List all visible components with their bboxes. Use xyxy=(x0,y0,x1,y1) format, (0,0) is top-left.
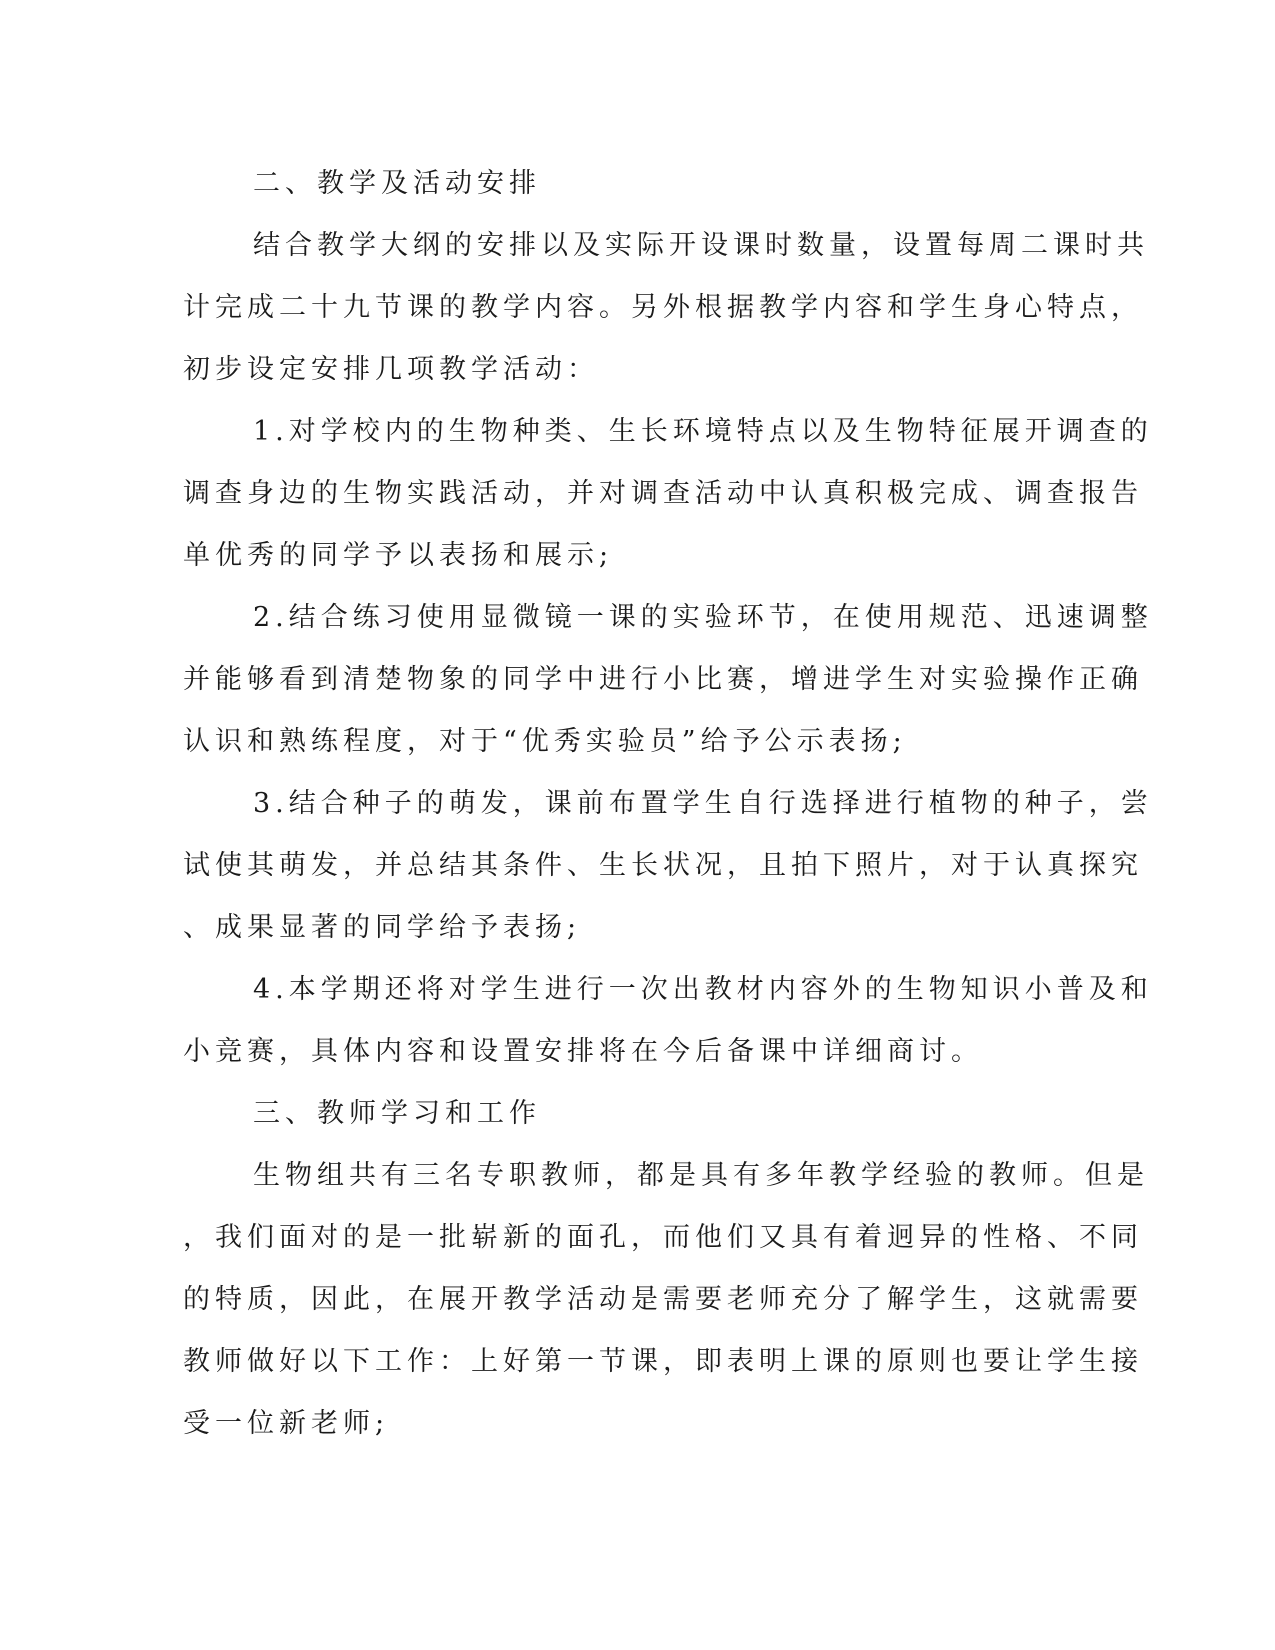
paragraph-line: 小竞赛，具体内容和设置安排将在今后备课中详细商讨。 xyxy=(183,1036,983,1067)
paragraph-teachers xyxy=(183,1156,1149,1466)
paragraph-line: 认识和熟练程度，对于“优秀实验员”给予公示表扬; xyxy=(183,726,907,757)
paragraph-line: 单优秀的同学予以表扬和展示; xyxy=(183,540,614,571)
paragraph-line: 4.本学期还将对学生进行一次出教材内容外的生物知识小普及和 xyxy=(253,974,1153,1005)
paragraph-line: ，我们面对的是一批崭新的面孔，而他们又具有着迥异的性格、不同 xyxy=(183,1222,1143,1253)
paragraph-line: 的特质，因此，在展开教学活动是需要老师充分了解学生，这就需要 xyxy=(183,1284,1143,1315)
paragraph-line: 1.对学校内的生物种类、生长环境特点以及生物特征展开调查的 xyxy=(253,416,1153,447)
paragraph-line: 生物组共有三名专职教师，都是具有多年教学经验的教师。但是 xyxy=(253,1160,1149,1191)
paragraph-line: 调查身边的生物实践活动，并对调查活动中认真积极完成、调查报告 xyxy=(183,478,1143,509)
paragraph-line: 试使其萌发，并总结其条件、生长状况，且拍下照片，对于认真探究 xyxy=(183,850,1143,881)
section-heading-activities: 二、教学及活动安排 xyxy=(253,168,541,199)
paragraph-line: 3.结合种子的萌发，课前布置学生自行选择进行植物的种子，尝 xyxy=(253,788,1153,819)
document-body xyxy=(183,164,1153,1466)
paragraph-intro xyxy=(183,226,1149,412)
activity-item-4 xyxy=(183,970,1153,1094)
paragraph-line: 计完成二十九节课的教学内容。另外根据教学内容和学生身心特点， xyxy=(183,292,1143,323)
paragraph-line: 并能够看到清楚物象的同学中进行小比赛，增进学生对实验操作正确 xyxy=(183,664,1143,695)
section-heading-teachers: 三、教师学习和工作 xyxy=(253,1098,541,1129)
paragraph-line: 结合教学大纲的安排以及实际开设课时数量，设置每周二课时共 xyxy=(253,230,1149,261)
paragraph-line: 、成果显著的同学给予表扬; xyxy=(183,912,582,943)
activity-item-2 xyxy=(183,598,1153,784)
paragraph-line: 教师做好以下工作：上好第一节课，即表明上课的原则也要让学生接 xyxy=(183,1346,1143,1377)
paragraph-line: 初步设定安排几项教学活动： xyxy=(183,354,599,385)
paragraph-line: 受一位新老师; xyxy=(183,1408,390,1439)
paragraph-line: 2.结合练习使用显微镜一课的实验环节，在使用规范、迅速调整 xyxy=(253,602,1153,633)
activity-item-1 xyxy=(183,412,1153,598)
activity-item-3 xyxy=(183,784,1153,970)
